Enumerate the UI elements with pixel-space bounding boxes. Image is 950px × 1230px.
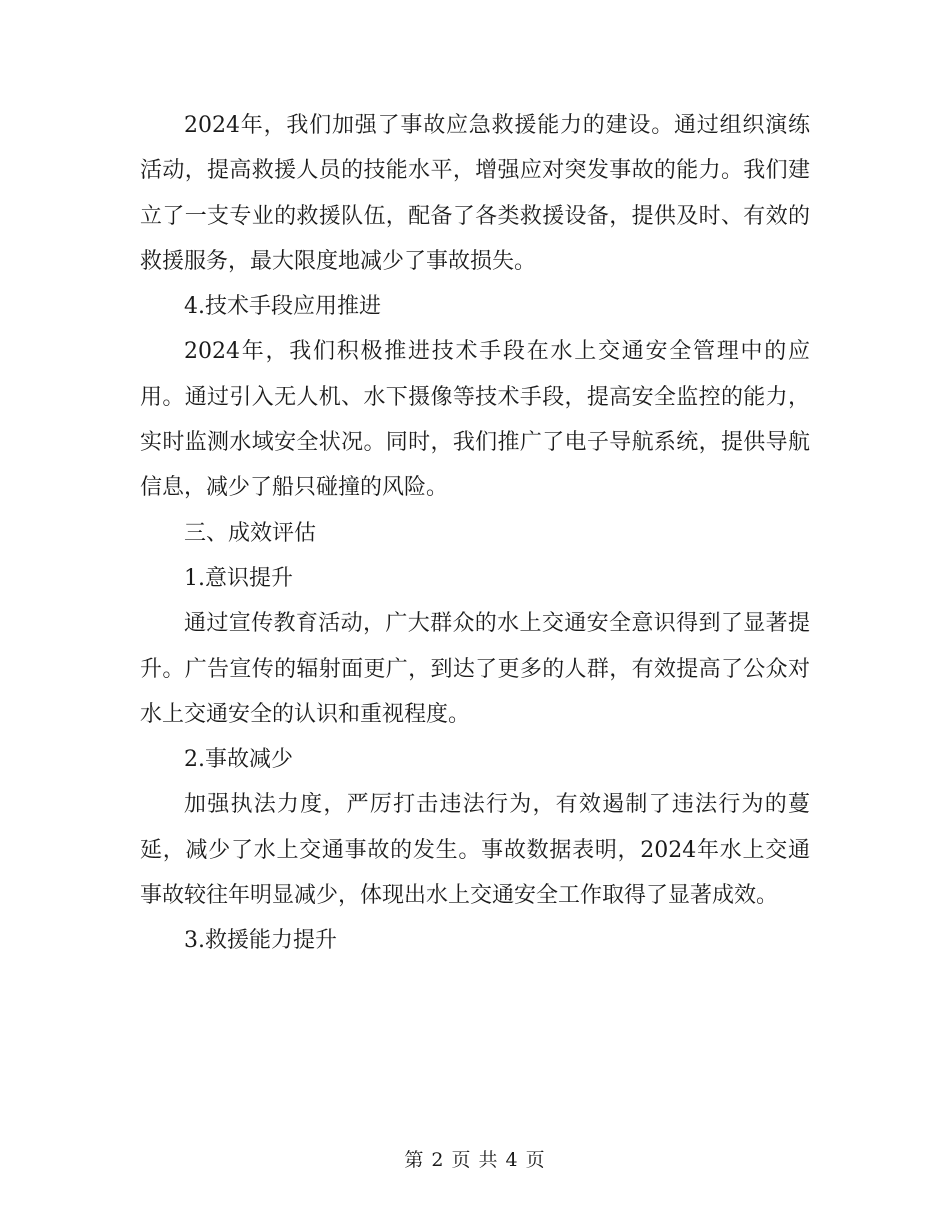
page-number: 第 2 页 共 4 页 xyxy=(404,1149,546,1171)
paragraph-accidents: 加强执法力度，严厉打击违法行为，有效遏制了违法行为的蔓延，减少了水上交通事故的发生。事故数据表明，2024年水上交通事故较往年明显减少，体现出水上交通安全工作取得了显著成效。 xyxy=(140,792,810,909)
section-heading-awareness: 1.意识提升 xyxy=(184,565,293,591)
paragraph-emergency-rescue: 2024年，我们加强了事故应急救援能力的建设。通过组织演练活动，提高救援人员的技能水平，增强应对突发事故的能力。我们建立了一支专业的救援队伍，配备了各类救援设备，提供及时、有效的救援服务，最大限度地减少了事故损失。 xyxy=(140,113,810,274)
section-heading-rescue: 3.救援能力提升 xyxy=(184,928,337,954)
document-body xyxy=(140,103,810,964)
paragraph-tech-application: 2024年，我们积极推进技术手段在水上交通安全管理中的应用。通过引入无人机、水下摄像等技术手段，提高安全监控的能力，实时监测水域安全状况。同时，我们推广了电子导航系统，提供导航信息，减少了船只碰撞的风险。 xyxy=(140,339,810,501)
paragraph-awareness: 通过宣传教育活动，广大群众的水上交通安全意识得到了显著提升。广告宣传的辐射面更广，到达了更多的人群，有效提高了公众对水上交通安全的认识和重视程度。 xyxy=(140,611,810,727)
section-heading-tech: 4.技术手段应用推进 xyxy=(184,294,381,320)
section-heading-accidents: 2.事故减少 xyxy=(184,747,293,773)
section-heading-evaluation: 三、成效评估 xyxy=(184,520,317,546)
